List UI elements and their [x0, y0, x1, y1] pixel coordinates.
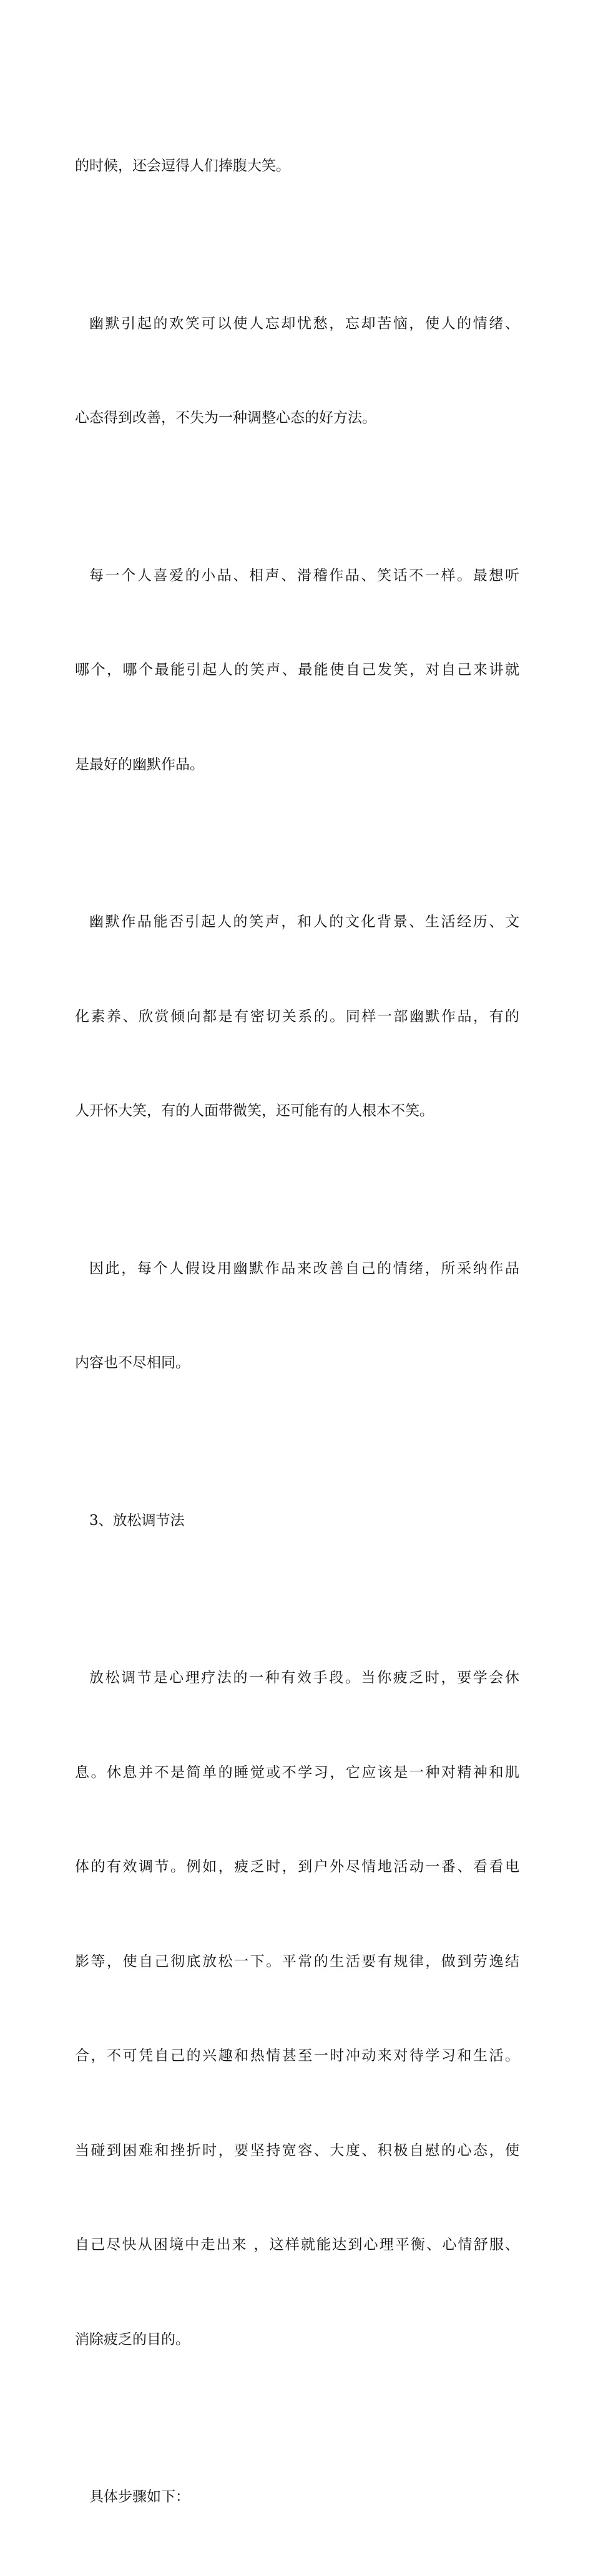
paragraph [75, 2418, 519, 2576]
paragraph [75, 497, 519, 844]
paragraph [75, 1599, 519, 2418]
text-line: 当碰到困难和挫折时，要坚持宽容、大度、积极自慰的心态，使 [75, 2142, 519, 2159]
text-line: 人开怀大笑，有的人面带微笑，还可能有的人根本不笑。 [75, 1103, 434, 1119]
text-line: 每一个人喜爱的小品、相声、滑稽作品、笑话不一样。最想听 [89, 567, 519, 584]
paragraph [75, 87, 519, 245]
text-line: 合，不可凭自己的兴趣和热情甚至一时冲动来对待学习和生活。 [75, 2048, 519, 2064]
text-line: 影等，使自己彻底放松一下。平常的生活要有规律，做到劳逸结 [75, 1953, 519, 1970]
paragraph [75, 1190, 519, 1442]
text-line: 因此，每个人假设用幽默作品来改善自己的情绪，所采纳作品 [89, 1260, 519, 1277]
text-line: 息。休息并不是简单的睡觉或不学习，它应该是一种对精神和肌 [75, 1764, 519, 1781]
text-line: 是最好的幽默作品。 [75, 756, 204, 773]
text-line: 的时候，还会逗得人们捧腹大笑。 [75, 158, 290, 174]
text-line: 内容也不尽相同。 [75, 1355, 190, 1371]
text-line: 自己尽快从困境中走出来 ，这样就能达到心理平衡、心情舒服、 [75, 2237, 519, 2253]
text-line: 幽默引起的欢笑可以使人忘却忧愁，忘却苦恼，使人的情绪、 [89, 315, 519, 332]
text-line: 心态得到改善，不失为一种调整心态的好方法。 [75, 410, 376, 426]
text-line: 消除疲乏的目的。 [75, 2331, 190, 2348]
paragraph [75, 245, 519, 497]
body-text [75, 87, 519, 2576]
heading-line: 3、放松调节法 [89, 1512, 185, 1529]
paragraph [75, 843, 519, 1190]
text-line: 体的有效调节。例如，疲乏时，到户外尽情地活动一番、看看电 [75, 1859, 519, 1875]
text-line: 化素养、欣赏倾向都是有密切关系的。同样一部幽默作品，有的 [75, 1008, 519, 1025]
text-line: 哪个，哪个最能引起人的笑声、最能使自己发笑，对自己来讲就 [75, 662, 519, 678]
section-heading [75, 1442, 519, 1600]
text-line: 放松调节是心理疗法的一种有效手段。当你疲乏时，要学会休 [89, 1670, 519, 1686]
text-line: 具体步骤如下： [89, 2489, 190, 2505]
text-line: 幽默作品能否引起人的笑声，和人的文化背景、生活经历、文 [89, 914, 519, 930]
